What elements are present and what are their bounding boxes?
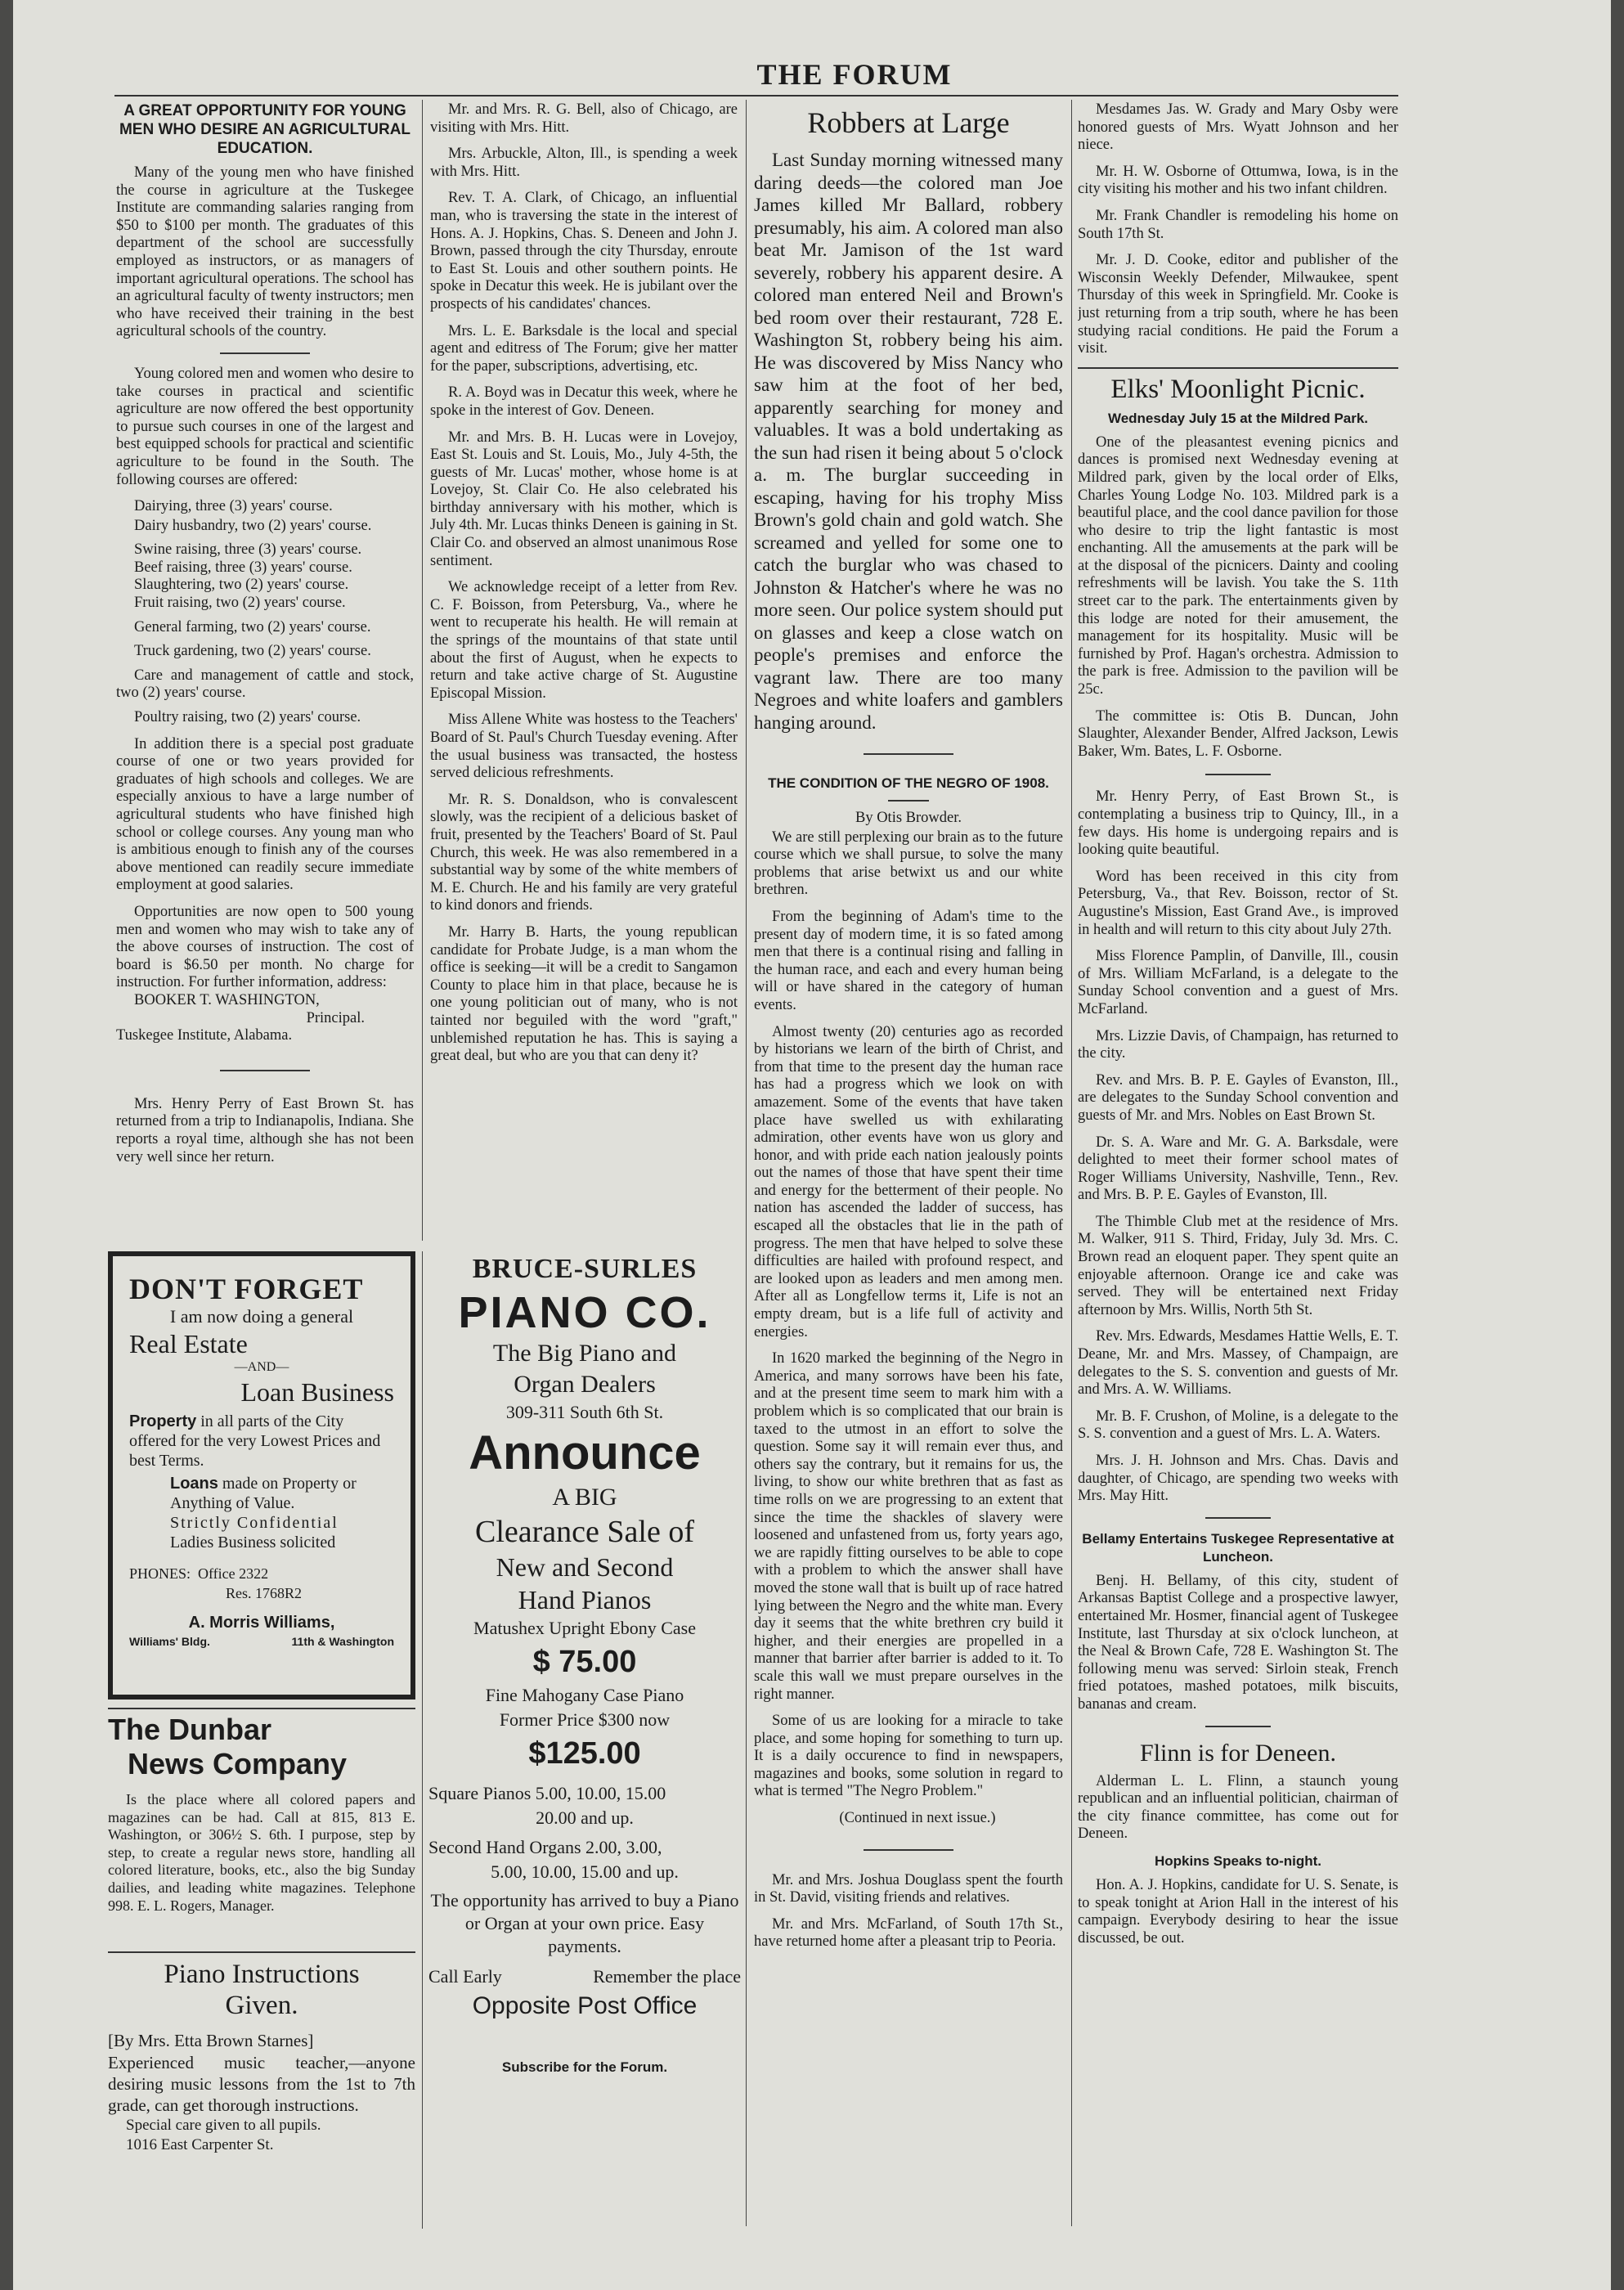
course-item: Slaughtering, two (2) years' course. [134, 577, 349, 594]
ad-phone-office: Office 2322 [198, 1565, 269, 1582]
news-item: Rev. and Mrs. B. P. E. Gayles of Evanston, Ill., are delegates to the Sunday School convention and guests of Mr. and Mrs. Nobles on East Brown St. [1078, 1071, 1398, 1124]
ad-line: Second Hand Organs 2.00, 3.00, [428, 1837, 662, 1857]
ad-line: 309-311 South 6th St. [505, 1402, 664, 1422]
course-item: Dairy husbandry, two (2) years' course. [134, 517, 372, 534]
ad-loans-text: made on Property or Anything of Value. [170, 1475, 357, 1512]
divider [1205, 1726, 1271, 1727]
article-paragraph: In addition there is a special post graduate course of one or two years provided for graduates of high schools and colleges. We are especially anxious to have a large number of agricultural students who have finished high school or college courses. Any young man who is ambitious enough to finish any of the courses above mentioned can readily secure immediate employment at good salaries. [116, 735, 414, 894]
ad-williams-real-estate [108, 1251, 415, 1700]
news-item: Mrs. L. E. Barksdale is the local and special agent and editress of The Forum; give her matter for the paper, subscriptions, advertising, etc. [430, 322, 738, 375]
ad-line: Announce [469, 1426, 701, 1480]
course-item: Fruit raising, two (2) years' course. [134, 595, 346, 612]
ad-line: Organ Dealers [514, 1371, 656, 1398]
news-item: Mrs. Lizzie Davis, of Champaign, has returned to the city. [1078, 1027, 1398, 1062]
news-item: Rev. T. A. Clark, of Chicago, an influential man, who is traversing the state in the interest of Hons. A. J. Hopkins, Chas. S. Deneen and John J. Brown, passed through the city Thursday, enroute to East St. Louis and other southern points. He spoke in Decatur this week. He is jubilant over the prospects of his candidates' chances. [430, 190, 738, 312]
ad-line: Former Price $300 now [499, 1709, 671, 1730]
headline-flinn: Flinn is for Deneen. [1140, 1739, 1336, 1767]
news-item: Mr. and Mrs. McFarland, of South 17th St., have returned home after a pleasant trip to Peoria. [754, 1915, 1063, 1951]
headline-elks-picnic: Elks' Moonlight Picnic. [1110, 374, 1366, 404]
news-item: Mesdames Jas. W. Grady and Mary Osby were honored guests of Mrs. Wyatt Johnson and her niece. [1078, 101, 1398, 154]
ad-address-bldg: Williams' Bldg. [129, 1635, 210, 1648]
ad-property [129, 1412, 394, 1471]
headline-condition-of-negro: THE CONDITION OF THE NEGRO OF 1908. [768, 775, 1049, 791]
ad-line: Special care given to all pupils. [126, 2117, 321, 2134]
ad-line: PIANO CO. [458, 1288, 711, 1337]
ad-price: $125.00 [528, 1736, 641, 1771]
divider [1078, 367, 1398, 369]
ad-line: New and Second [496, 1552, 674, 1582]
ad-loans-label: Loans [170, 1475, 218, 1493]
divider [220, 1070, 310, 1071]
news-item: Mr. Frank Chandler is remodeling his home on South 17th St. [1078, 207, 1398, 242]
ad-body: Is the place where all colored papers and magazines can be had. Call at 815, 813 E. Washington, or 306½ S. 6th. I purpose, step by step, to create a regular news store, handling all colored literature, books, etc., also the big Sunday dailies, and leading white magazines. Telephone 998. E. L. Rogers, Manager. [108, 1791, 415, 1914]
masthead-rule [114, 95, 1398, 97]
divider [108, 1708, 415, 1709]
headline-agricultural-education: A GREAT OPPORTUNITY FOR YOUNG MEN WHO DESIRE AN AGRICULTURAL EDUCATION. [119, 102, 411, 157]
article-paragraph: Alderman L. L. Flinn, a staunch young republican and an influential politician, chairman of the city finance committee, has come out for Deneen. [1078, 1772, 1398, 1843]
ad-piano-instructions [108, 1959, 415, 2220]
news-item: The Thimble Club met at the residence of Mrs. M. Walker, 911 S. Third, Friday, July 3d. Mrs. C. Brown read an eloquent paper. They spent quite an enjoyable afternoon. Orange ice and cake was served. They will be entertained next Friday afternoon by Mrs. Willis, North 5th St. [1078, 1213, 1398, 1318]
news-item: Mr. and Mrs. R. G. Bell, also of Chicago, are visiting with Mrs. Hitt. [430, 101, 738, 136]
news-item: Mr. B. F. Crushon, of Moline, is a delegate to the S. S. convention and a guest of Mrs. L. A. Waters. [1078, 1408, 1398, 1443]
ad-call-early: Call Early [428, 1966, 502, 1987]
ad-address-street: 11th & Washington [291, 1635, 394, 1648]
article-paragraph: Some of us are looking for a miracle to take place, and some hoping for something to turn up. It is a daily occurence to find in newspapers, magazines and books, some solution in regard to what is termed "The Negro Problem." [754, 1713, 1063, 1800]
signature-title: Principal. [306, 1009, 365, 1026]
article-paragraph: One of the pleasantest evening picnics and dances is promised next Wednesday evening at Mildred park, given by the local order of Elks, Charles Young Lodge No. 103. Mildred park is a beautiful place, and the cool dance pavilion for those who desire to trip the light fantastic is most enchanting. All the amusements at the park will be at the disposal of the picnicers. Dainty and cooling refreshments will be lavish. You take the S. 11th street car to the park. The entertainments given by this lodge are noted for their amusement, the management for its hospitality. Music will be furnished by Prof. Hagan's orchestra. Admission to the park is free. Admission to the pavilion will be 25c. [1078, 433, 1398, 698]
ad-line: —AND— [234, 1360, 289, 1374]
news-item: Mrs. Arbuckle, Alton, Ill., is spending a week with Mrs. Hitt. [430, 146, 738, 180]
course-item: Care and management of cattle and stock, two (2) years' course. [116, 667, 414, 702]
column-rule [422, 100, 423, 1241]
subscribe-line: Subscribe for the Forum. [501, 2059, 668, 2075]
ad-phone-res: Res. 1768R2 [226, 1585, 303, 1601]
column-4 [1078, 101, 1398, 2228]
ad-title: Piano Instructions [164, 1960, 360, 1989]
ad-remember: Remember the place [593, 1966, 741, 1987]
ad-line: The opportunity has arrived to buy a Piano or Organ at your own price. Easy payments. [430, 1890, 739, 1956]
article-paragraph: Young colored men and women who desire to take courses in practical and scientific agriculture are now offered the best opportunity to pursue such courses in one of the largest and best equipped schools for practical and scientific agriculture to be found in the South. The following courses are offered: [116, 365, 414, 488]
ad-line: I am now doing a general [169, 1306, 354, 1327]
column-rule [422, 1251, 423, 2229]
divider [220, 352, 310, 354]
ad-line: Loan Business [240, 1377, 394, 1407]
article-paragraph: Benj. H. Bellamy, of this city, student of Arkansas Baptist College and a prospective lawyer, entertained Mr. Hosmer, financial agent of Tuskegee Institute, last Thursday at six o'clock luncheon, at the Neal & Brown Cafe, 728 E. Washington St. The following menu was served: Sirloin steak, French fried potatoes, mashed potatoes, milk biscuits, bananas and cream. [1078, 1572, 1398, 1713]
news-item: R. A. Boyd was in Decatur this week, where he spoke in the interest of Gov. Deneen. [430, 384, 738, 419]
ad-line: Clearance Sale of [475, 1515, 694, 1549]
masthead: THE FORUM [756, 58, 953, 91]
article-paragraph: From the beginning of Adam's time to the present day of modern time, it is so fated among men that there is a continual rising and falling in the human race, and each and every human being will or have shared in the category of human events. [754, 908, 1063, 1013]
article-paragraph: Last Sunday morning witnessed many daring deeds—the colored man Joe James killed Mr Ballard, robbery presumably, his aim. A colored man also beat Mr. Jamison of the 1st ward severely, robbery his apparent desire. A colored man entered Neil and Brown's bed room over their restaurant, 728 E. Washington St, robbery being his aim. He was discovered by Miss Nancy who saw him at the foot of her bed, apparently searching for money and valuables. It was a bold undertaking as the sun had risen it being about 5 o'clock a. m. The burglar succeeding in escaping, having for his trophy Miss Brown's gold chain and gold watch. She screamed and yelled for some one to catch the burglar who was chased to Johnston & Hatcher's where he was no more seen. Our police system should put on glasses and keep a close watch on people's premises and enforce the vagrant law. There are too many Negroes and white loafers and gamblers hanging around. [754, 150, 1063, 733]
subheadline-elks: Wednesday July 15 at the Mildred Park. [1107, 410, 1369, 426]
headline-bellamy: Bellamy Entertains Tuskegee Representative at Luncheon. [1082, 1530, 1394, 1565]
ad-line: 20.00 and up. [536, 1807, 634, 1828]
ad-phones-label: PHONES: [129, 1565, 191, 1582]
divider [108, 1951, 415, 1953]
news-item: Miss Allene White was hostess to the Teachers' Board of St. Paul's Church Tuesday evening. After the usual business was transacted, the hostess served delicious refreshments. [430, 712, 738, 782]
ad-title: DON'T FORGET [129, 1273, 364, 1305]
ad-line: Strictly Confidential [170, 1514, 339, 1532]
divider [864, 1849, 953, 1851]
ad-line: Square Pianos 5.00, 10.00, 15.00 [428, 1783, 666, 1803]
news-item: Miss Florence Pamplin, of Danville, Ill., cousin of Mrs. William McFarland, is a delegate to the Sunday School convention and a guest of Mrs. McFarland. [1078, 948, 1398, 1017]
ad-line: 5.00, 10.00, 15.00 and up. [491, 1861, 679, 1882]
news-item: Mrs. J. H. Johnson and Mrs. Chas. Davis and daughter, of Chicago, are spending two weeks with Mrs. May Hitt. [1078, 1453, 1398, 1505]
news-item: Dr. S. A. Ware and Mr. G. A. Barksdale, were delighted to meet their former school mates of Roger Williams University, Nashville, Tenn., Rev. and Mrs. B. P. E. Gayles of Evanston, Ill. [1078, 1134, 1398, 1204]
course-item: Beef raising, three (3) years' course. [134, 559, 352, 576]
ad-name: A. Morris Williams, [188, 1614, 335, 1632]
divider [888, 800, 929, 802]
divider [864, 753, 953, 755]
ad-dunbar-news [108, 1713, 415, 1950]
ad-bruce-surles-piano [428, 1251, 741, 2233]
ad-title: The Dunbar [108, 1713, 272, 1746]
article-paragraph: In 1620 marked the beginning of the Negro in America, and many sorrows have been his fate, and at the present time seem to mark him with a problem which is so complicated that our brain is taxed to the utmost in an effort to solve the question. Some say it will remain ever thus, and others say the contrary, but it remains for us, the living, to show our white brethren that as fast as time rolls on we are progressing to an extent that since the time the shackles of slavery were loosened and unfastened from us, forty years ago, we are rapidly fitting ourselves to be able to cope with a problem to which the answer shall have moved the stone wall that is built up of race hatred lying between the Negro and the white man. Every day it seems that the white brethren cry build it higher, and their energies are propelled in a manner that barrier after barrier is added to it. To scale this wall we must prepare ourselves in the right manner. [754, 1350, 1063, 1703]
scan-edge-right [1611, 0, 1624, 2290]
article-paragraph: Opportunities are now open to 500 young men and women who may wish to take any of the above courses of instruction. The cost of board is $6.50 per month. No charge for instruction. For further information, address: [116, 903, 414, 991]
ad-line: Ladies Business solicited [170, 1533, 336, 1551]
news-item: Mr. H. W. Osborne of Ottumwa, Iowa, is in the city visiting his mother and his two infant children. [1078, 163, 1398, 198]
course-item: Dairying, three (3) years' course. [134, 498, 333, 515]
course-item: Swine raising, three (3) years' course. [134, 541, 362, 559]
course-item: General farming, two (2) years' course. [134, 618, 371, 635]
ad-line: The Big Piano and [492, 1340, 677, 1367]
signature-name: BOOKER T. WASHINGTON, [134, 991, 320, 1008]
ad-price: $ 75.00 [532, 1645, 637, 1679]
ad-title: Given. [225, 1991, 298, 2020]
news-item: Mr. Henry Perry, of East Brown St., is contemplating a business trip to Quincy, Ill., in a few days. His home is undergoing repairs and is looking quite beautiful. [1078, 788, 1398, 859]
ad-line: Hand Pianos [518, 1585, 652, 1614]
news-item: Mr. J. D. Cooke, editor and publisher of the Wisconsin Weekly Defender, Milwaukee, spent Thursday of this week in Springfield. Mr. Cooke is just returning from a trip south, where he has been studying racial conditions. He paid the Forum a visit. [1078, 252, 1398, 357]
ad-line: Opposite Post Office [472, 1992, 698, 2019]
ad-line: Real Estate [129, 1329, 248, 1358]
ad-property-text: in all parts of the City offered for the very Lowest Prices and best Terms. [129, 1412, 381, 1470]
news-item: We acknowledge receipt of a letter from Rev. C. F. Boisson, from Petersburg, Va., where he went to recuperate his health. He will remain at the springs of the mountains of that state until about the first of August, when he expects to return and take active charge of St. Augustine Episcopal Mission. [430, 579, 738, 702]
divider [1205, 774, 1271, 775]
ad-line: Matushex Upright Ebony Case [473, 1618, 696, 1638]
news-item: Word has been received in this city from Petersburg, Va., that Rev. Boisson, rector of St. Augustine's Mission, East Grand Ave., is improved in health and will return to this city about July 27th. [1078, 868, 1398, 938]
column-2 [430, 101, 738, 1240]
article-paragraph: Hon. A. J. Hopkins, candidate for U. S. Senate, is to speak tonight at Arion Hall in the interest of his campaign. Everybody desiring to hear the issue discussed, be out. [1078, 1876, 1398, 1946]
article-paragraph: Almost twenty (20) centuries ago as recorded by historians we learn of the birth of Christ, and from that time to the present day the human race has had a progress which we look on with amazement. Some of the events that have taken place have swelled us with exhilarating admiration, other events have won us glory and honor, and with pride each nation jealously points out the names of those that have spent their time and energy for the betterment of their people. No nation has ascended the ladder of success, has escaped all the obstacles that lie in the path of progress. The men that have helped to solve these difficulties are hailed with profound respect, and are looked upon as leaders and men among men. After all as Longfellow terms it, Life is not an empty dream, but is a life full of activity and energies. [754, 1023, 1063, 1340]
ad-line: BRUCE-SURLES [472, 1254, 698, 1284]
article-paragraph: The committee is: Otis B. Duncan, John Slaughter, Alexander Bender, Alfred Jackson, Lewis Baker, Wm. Bates, L. F. Osborne. [1078, 707, 1398, 760]
news-item: Mr. R. S. Donaldson, who is convalescent slowly, was the recipient of a delicious basket of fruit, presented by the Teachers' Board of St. Paul Church, this week. He was also remembered in a substantial way by some of the white members of M. E. Church. He and his family are very grateful to kind donors and friends. [430, 791, 738, 914]
headline-hopkins: Hopkins Speaks to-night. [1154, 1852, 1322, 1869]
column-3 [754, 101, 1063, 2228]
article-paragraph: Many of the young men who have finished the course in agriculture at the Tuskegee Institute are commanding salaries ranging from $50 to $100 per month. The graduates of this department of the school are successfully employed as instructors, or as managers of important agricultural operations. The school has an agricultural faculty of twenty instructors; men who have received their training in the best agricultural schools of the country. [116, 164, 414, 340]
signature-place: Tuskegee Institute, Alabama. [116, 1027, 293, 1044]
course-item: Truck gardening, two (2) years' course. [134, 643, 371, 660]
ad-title: News Company [128, 1747, 348, 1780]
ad-phones [129, 1564, 394, 1583]
column-1 [116, 101, 414, 1240]
news-item: Mr. and Mrs. Joshua Douglass spent the fourth in St. David, visiting friends and relatives. [754, 1871, 1063, 1906]
course-item: Poultry raising, two (2) years' course. [134, 709, 361, 726]
ad-body: Experienced music teacher,—anyone desiring music lessons from the 1st to 7th grade, can get thorough instructions. [108, 2053, 415, 2115]
article-paragraph: We are still perplexing our brain as to the future course which we shall pursue, to solve the many problems that arise betwixt us and our white brethren. [754, 828, 1063, 899]
ad-property-label: Property [129, 1412, 197, 1430]
divider [1205, 1517, 1271, 1519]
ad-byline: [By Mrs. Etta Brown Starnes] [108, 2031, 314, 2050]
headline-robbers: Robbers at Large [807, 106, 1010, 139]
ad-address: 1016 East Carpenter St. [126, 2136, 274, 2153]
news-item: Mr. and Mrs. B. H. Lucas were in Lovejoy, East St. Louis and St. Louis, Mo., July 4-5th, the guests of Mr. Lucas' mother, whose home is at Lovejoy, St. Clair Co. He also celebrated his birthday anniversary with his mother, which is July 4th. Mr. Lucas thinks Deneen is gaining in St. Clair Co. and observed an almost unanimous Rose sentiment. [430, 429, 738, 569]
scan-edge-left [0, 0, 13, 2290]
ad-address [129, 1634, 394, 1649]
column-rule [1071, 100, 1072, 2226]
ad-line: A BIG [552, 1484, 617, 1511]
continued-note: (Continued in next issue.) [839, 1810, 996, 1827]
byline: By Otis Browder. [855, 810, 962, 826]
news-item: Rev. Mrs. Edwards, Mesdames Hattie Wells, E. T. Deane, Mr. and Mrs. Massey, of Champaign, are delegates to the S. S. convention and guests of Mr. and Mrs. A. W. Williams. [1078, 1328, 1398, 1399]
ad-loans [129, 1474, 394, 1513]
article-paragraph: Mrs. Henry Perry of East Brown St. has returned from a trip to Indianapolis, Indiana. She reports a royal time, although she has not been very well since her return. [116, 1095, 414, 1165]
column-rule [746, 100, 747, 2226]
news-item: Mr. Harry B. Harts, the young republican candidate for Probate Judge, is a man whom the office is seeking—it will be a credit to Sangamon County to place him in that place, because he is one young politician out of many, who is not tainted nor beguiled with the word "graft," unblemished reputation he has. This is saying a great deal, but who are you that can deny it? [430, 923, 738, 1065]
ad-line: Fine Mahogany Case Piano [485, 1685, 684, 1705]
ad-call [428, 1964, 741, 1989]
